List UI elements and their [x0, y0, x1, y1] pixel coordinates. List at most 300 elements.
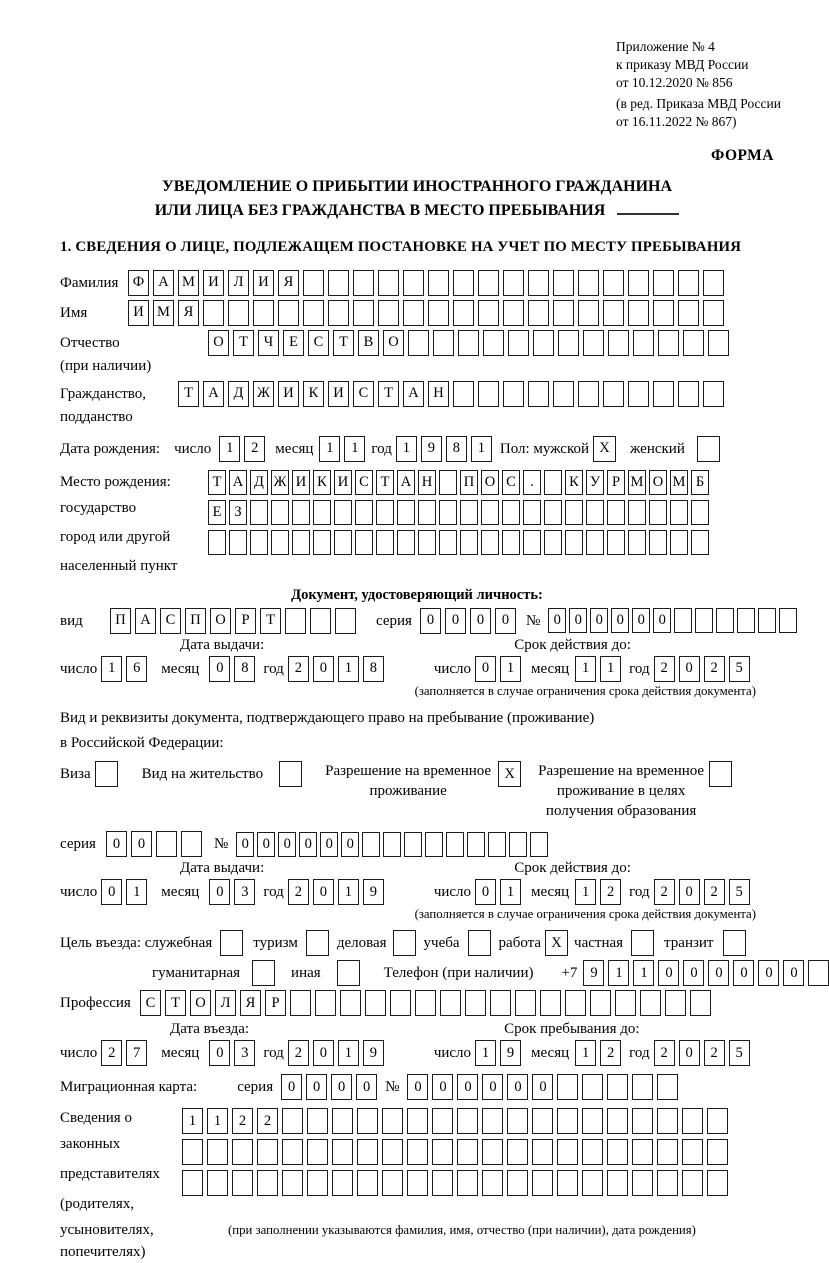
char-cell[interactable]: А [153, 270, 174, 296]
char-cell[interactable] [703, 381, 724, 407]
char-cell[interactable] [503, 300, 524, 326]
private-checkbox[interactable] [631, 930, 654, 956]
char-cell[interactable]: Д [250, 470, 268, 495]
char-cell[interactable]: 2 [704, 1040, 725, 1066]
char-cell[interactable] [707, 1139, 728, 1165]
char-cell[interactable] [458, 330, 479, 356]
char-cell[interactable]: 1 [471, 436, 492, 462]
char-cell[interactable] [691, 530, 709, 555]
char-cell[interactable] [332, 1108, 353, 1134]
char-cell[interactable] [467, 832, 485, 857]
char-cell[interactable]: Е [283, 330, 304, 356]
char-cell[interactable] [557, 1170, 578, 1196]
char-cell[interactable] [457, 1108, 478, 1134]
char-cell[interactable]: Т [376, 470, 394, 495]
char-cell[interactable]: И [328, 381, 349, 407]
char-cell[interactable] [428, 300, 449, 326]
male-checkbox[interactable]: X [593, 436, 616, 462]
char-cell[interactable] [292, 500, 310, 525]
humanitarian-checkbox[interactable] [252, 960, 275, 986]
char-cell[interactable] [257, 1170, 278, 1196]
char-cell[interactable]: 0 [708, 960, 729, 986]
char-cell[interactable]: 2 [704, 656, 725, 682]
char-cell[interactable]: 1 [338, 1040, 359, 1066]
char-cell[interactable] [544, 500, 562, 525]
char-cell[interactable]: 2 [257, 1108, 278, 1134]
char-cell[interactable]: 5 [729, 656, 750, 682]
char-cell[interactable] [586, 530, 604, 555]
char-cell[interactable] [292, 530, 310, 555]
char-cell[interactable]: И [292, 470, 310, 495]
char-cell[interactable]: 3 [234, 879, 255, 905]
char-cell[interactable] [382, 1108, 403, 1134]
char-cell[interactable] [565, 500, 583, 525]
char-cell[interactable]: 1 [633, 960, 654, 986]
char-cell[interactable]: 1 [344, 436, 365, 462]
char-cell[interactable] [628, 270, 649, 296]
char-cell[interactable] [425, 832, 443, 857]
char-cell[interactable] [528, 270, 549, 296]
char-cell[interactable] [528, 381, 549, 407]
char-cell[interactable] [303, 270, 324, 296]
char-cell[interactable]: Р [607, 470, 625, 495]
char-cell[interactable]: 0 [407, 1074, 428, 1100]
char-cell[interactable]: И [128, 300, 149, 326]
char-cell[interactable]: Р [265, 990, 286, 1016]
char-cell[interactable] [532, 1170, 553, 1196]
char-cell[interactable] [540, 990, 561, 1016]
char-cell[interactable] [334, 500, 352, 525]
char-cell[interactable]: 1 [101, 656, 122, 682]
char-cell[interactable] [285, 608, 306, 634]
char-cell[interactable]: О [210, 608, 231, 634]
char-cell[interactable] [557, 1074, 578, 1100]
char-cell[interactable] [483, 330, 504, 356]
char-cell[interactable] [353, 270, 374, 296]
char-cell[interactable] [397, 500, 415, 525]
char-cell[interactable] [482, 1170, 503, 1196]
char-cell[interactable] [523, 530, 541, 555]
char-cell[interactable] [439, 500, 457, 525]
char-cell[interactable] [583, 330, 604, 356]
char-cell[interactable]: 1 [575, 879, 596, 905]
char-cell[interactable] [515, 990, 536, 1016]
char-cell[interactable]: 1 [600, 656, 621, 682]
char-cell[interactable] [578, 381, 599, 407]
char-cell[interactable]: 0 [209, 656, 230, 682]
char-cell[interactable] [415, 990, 436, 1016]
char-cell[interactable] [181, 831, 202, 857]
char-cell[interactable] [332, 1139, 353, 1165]
char-cell[interactable]: 0 [758, 960, 779, 986]
char-cell[interactable]: 0 [299, 832, 317, 857]
char-cell[interactable]: 0 [432, 1074, 453, 1100]
char-cell[interactable]: 0 [470, 608, 491, 634]
char-cell[interactable] [353, 300, 374, 326]
char-cell[interactable] [282, 1170, 303, 1196]
tourism-checkbox[interactable] [306, 930, 329, 956]
char-cell[interactable]: 0 [209, 879, 230, 905]
char-cell[interactable]: 1 [182, 1108, 203, 1134]
char-cell[interactable] [490, 990, 511, 1016]
char-cell[interactable] [253, 300, 274, 326]
char-cell[interactable]: 0 [482, 1074, 503, 1100]
char-cell[interactable]: Т [260, 608, 281, 634]
char-cell[interactable] [565, 990, 586, 1016]
char-cell[interactable] [481, 530, 499, 555]
char-cell[interactable] [653, 300, 674, 326]
char-cell[interactable] [590, 990, 611, 1016]
char-cell[interactable]: 0 [679, 656, 700, 682]
char-cell[interactable]: 0 [495, 608, 516, 634]
char-cell[interactable] [691, 500, 709, 525]
work-checkbox[interactable]: X [545, 930, 568, 956]
char-cell[interactable] [156, 831, 177, 857]
char-cell[interactable] [708, 330, 729, 356]
char-cell[interactable] [182, 1170, 203, 1196]
char-cell[interactable]: 0 [679, 1040, 700, 1066]
char-cell[interactable] [716, 608, 734, 633]
char-cell[interactable] [328, 300, 349, 326]
char-cell[interactable]: 0 [658, 960, 679, 986]
char-cell[interactable]: Я [240, 990, 261, 1016]
char-cell[interactable] [203, 300, 224, 326]
char-cell[interactable]: А [397, 470, 415, 495]
char-cell[interactable]: Л [228, 270, 249, 296]
char-cell[interactable] [507, 1108, 528, 1134]
char-cell[interactable]: Д [228, 381, 249, 407]
char-cell[interactable] [678, 270, 699, 296]
char-cell[interactable] [682, 1139, 703, 1165]
char-cell[interactable] [649, 530, 667, 555]
char-cell[interactable]: 2 [600, 1040, 621, 1066]
char-cell[interactable] [290, 990, 311, 1016]
char-cell[interactable]: 0 [101, 879, 122, 905]
char-cell[interactable] [440, 990, 461, 1016]
char-cell[interactable] [365, 990, 386, 1016]
char-cell[interactable] [307, 1170, 328, 1196]
char-cell[interactable] [582, 1074, 603, 1100]
char-cell[interactable] [657, 1139, 678, 1165]
char-cell[interactable] [488, 832, 506, 857]
char-cell[interactable] [282, 1139, 303, 1165]
char-cell[interactable]: 9 [421, 436, 442, 462]
char-cell[interactable] [582, 1170, 603, 1196]
char-cell[interactable]: 0 [236, 832, 254, 857]
char-cell[interactable]: Н [418, 470, 436, 495]
char-cell[interactable] [378, 270, 399, 296]
char-cell[interactable] [603, 270, 624, 296]
char-cell[interactable] [335, 608, 356, 634]
char-cell[interactable] [557, 1108, 578, 1134]
char-cell[interactable]: 6 [126, 656, 147, 682]
char-cell[interactable]: 8 [363, 656, 384, 682]
char-cell[interactable] [674, 608, 692, 633]
char-cell[interactable] [407, 1108, 428, 1134]
char-cell[interactable]: 9 [363, 879, 384, 905]
female-checkbox[interactable] [697, 436, 720, 462]
char-cell[interactable] [553, 270, 574, 296]
char-cell[interactable] [507, 1170, 528, 1196]
char-cell[interactable] [390, 990, 411, 1016]
char-cell[interactable]: П [460, 470, 478, 495]
char-cell[interactable] [678, 381, 699, 407]
char-cell[interactable]: 2 [654, 656, 675, 682]
char-cell[interactable]: Л [215, 990, 236, 1016]
char-cell[interactable]: З [229, 500, 247, 525]
char-cell[interactable] [558, 330, 579, 356]
char-cell[interactable] [653, 270, 674, 296]
char-cell[interactable] [404, 832, 422, 857]
char-cell[interactable]: 9 [363, 1040, 384, 1066]
char-cell[interactable]: 2 [600, 879, 621, 905]
char-cell[interactable]: 5 [729, 1040, 750, 1066]
char-cell[interactable] [703, 300, 724, 326]
char-cell[interactable] [428, 270, 449, 296]
char-cell[interactable]: И [203, 270, 224, 296]
char-cell[interactable] [334, 530, 352, 555]
char-cell[interactable] [453, 381, 474, 407]
char-cell[interactable]: Т [233, 330, 254, 356]
char-cell[interactable]: 1 [475, 1040, 496, 1066]
char-cell[interactable] [313, 500, 331, 525]
char-cell[interactable] [657, 1108, 678, 1134]
char-cell[interactable] [228, 300, 249, 326]
char-cell[interactable] [632, 1139, 653, 1165]
char-cell[interactable]: 2 [101, 1040, 122, 1066]
other-checkbox[interactable] [337, 960, 360, 986]
char-cell[interactable] [658, 330, 679, 356]
char-cell[interactable] [607, 1139, 628, 1165]
char-cell[interactable] [482, 1108, 503, 1134]
char-cell[interactable]: 0 [106, 831, 127, 857]
char-cell[interactable] [378, 300, 399, 326]
char-cell[interactable] [530, 832, 548, 857]
char-cell[interactable] [478, 270, 499, 296]
char-cell[interactable]: 0 [281, 1074, 302, 1100]
char-cell[interactable]: 0 [632, 608, 650, 633]
char-cell[interactable]: Т [178, 381, 199, 407]
char-cell[interactable]: 0 [445, 608, 466, 634]
char-cell[interactable] [208, 530, 226, 555]
char-cell[interactable] [544, 470, 562, 495]
char-cell[interactable] [582, 1108, 603, 1134]
char-cell[interactable]: М [628, 470, 646, 495]
char-cell[interactable] [432, 1108, 453, 1134]
char-cell[interactable] [544, 530, 562, 555]
char-cell[interactable] [657, 1074, 678, 1100]
char-cell[interactable] [453, 300, 474, 326]
char-cell[interactable] [565, 530, 583, 555]
char-cell[interactable] [703, 270, 724, 296]
char-cell[interactable] [407, 1170, 428, 1196]
char-cell[interactable] [615, 990, 636, 1016]
char-cell[interactable]: Б [691, 470, 709, 495]
char-cell[interactable] [229, 530, 247, 555]
char-cell[interactable] [446, 832, 464, 857]
char-cell[interactable] [608, 330, 629, 356]
char-cell[interactable]: 0 [313, 656, 334, 682]
char-cell[interactable]: 1 [396, 436, 417, 462]
char-cell[interactable]: 0 [683, 960, 704, 986]
char-cell[interactable]: 0 [548, 608, 566, 633]
char-cell[interactable] [683, 330, 704, 356]
char-cell[interactable]: 1 [338, 656, 359, 682]
char-cell[interactable]: И [278, 381, 299, 407]
char-cell[interactable]: А [135, 608, 156, 634]
char-cell[interactable]: Е [208, 500, 226, 525]
char-cell[interactable]: П [185, 608, 206, 634]
char-cell[interactable]: 1 [219, 436, 240, 462]
char-cell[interactable] [509, 832, 527, 857]
char-cell[interactable]: М [153, 300, 174, 326]
char-cell[interactable]: 0 [306, 1074, 327, 1100]
char-cell[interactable] [207, 1170, 228, 1196]
char-cell[interactable]: 0 [679, 879, 700, 905]
char-cell[interactable]: 2 [704, 879, 725, 905]
char-cell[interactable] [332, 1170, 353, 1196]
char-cell[interactable]: 2 [288, 656, 309, 682]
char-cell[interactable] [439, 530, 457, 555]
char-cell[interactable]: 7 [126, 1040, 147, 1066]
char-cell[interactable] [313, 530, 331, 555]
char-cell[interactable]: 5 [729, 879, 750, 905]
char-cell[interactable] [355, 530, 373, 555]
char-cell[interactable]: 1 [319, 436, 340, 462]
char-cell[interactable] [503, 381, 524, 407]
char-cell[interactable] [502, 500, 520, 525]
char-cell[interactable]: 2 [654, 879, 675, 905]
visa-checkbox[interactable] [95, 761, 118, 787]
char-cell[interactable] [653, 381, 674, 407]
char-cell[interactable] [328, 270, 349, 296]
char-cell[interactable] [628, 500, 646, 525]
char-cell[interactable]: О [383, 330, 404, 356]
char-cell[interactable] [578, 270, 599, 296]
char-cell[interactable]: О [190, 990, 211, 1016]
char-cell[interactable] [439, 470, 457, 495]
char-cell[interactable]: 0 [313, 879, 334, 905]
char-cell[interactable] [403, 270, 424, 296]
char-cell[interactable] [433, 330, 454, 356]
char-cell[interactable]: 1 [500, 879, 521, 905]
char-cell[interactable]: 0 [131, 831, 152, 857]
char-cell[interactable]: 1 [338, 879, 359, 905]
char-cell[interactable] [482, 1139, 503, 1165]
char-cell[interactable]: 0 [313, 1040, 334, 1066]
char-cell[interactable]: 0 [320, 832, 338, 857]
char-cell[interactable] [271, 500, 289, 525]
char-cell[interactable] [278, 300, 299, 326]
char-cell[interactable]: 0 [733, 960, 754, 986]
temp-residence-checkbox[interactable]: X [498, 761, 521, 787]
char-cell[interactable]: 1 [500, 656, 521, 682]
char-cell[interactable]: 1 [608, 960, 629, 986]
char-cell[interactable]: О [208, 330, 229, 356]
char-cell[interactable]: С [140, 990, 161, 1016]
char-cell[interactable]: С [355, 470, 373, 495]
char-cell[interactable]: Ч [258, 330, 279, 356]
char-cell[interactable]: 0 [532, 1074, 553, 1100]
char-cell[interactable]: 0 [590, 608, 608, 633]
char-cell[interactable]: 1 [126, 879, 147, 905]
char-cell[interactable] [355, 500, 373, 525]
char-cell[interactable] [628, 530, 646, 555]
char-cell[interactable] [478, 300, 499, 326]
char-cell[interactable] [678, 300, 699, 326]
char-cell[interactable]: С [353, 381, 374, 407]
char-cell[interactable] [502, 530, 520, 555]
char-cell[interactable] [603, 300, 624, 326]
char-cell[interactable] [182, 1139, 203, 1165]
char-cell[interactable] [418, 500, 436, 525]
residence-permit-checkbox[interactable] [279, 761, 302, 787]
char-cell[interactable] [232, 1170, 253, 1196]
char-cell[interactable] [257, 1139, 278, 1165]
char-cell[interactable]: . [523, 470, 541, 495]
char-cell[interactable] [250, 530, 268, 555]
char-cell[interactable]: 1 [575, 656, 596, 682]
char-cell[interactable] [315, 990, 336, 1016]
char-cell[interactable]: С [308, 330, 329, 356]
char-cell[interactable]: 0 [611, 608, 629, 633]
char-cell[interactable] [670, 530, 688, 555]
char-cell[interactable]: 0 [475, 879, 496, 905]
char-cell[interactable]: 0 [475, 656, 496, 682]
char-cell[interactable] [632, 1074, 653, 1100]
char-cell[interactable] [397, 530, 415, 555]
char-cell[interactable] [533, 330, 554, 356]
char-cell[interactable] [690, 990, 711, 1016]
char-cell[interactable] [357, 1139, 378, 1165]
char-cell[interactable]: М [178, 270, 199, 296]
char-cell[interactable] [383, 832, 401, 857]
char-cell[interactable] [649, 500, 667, 525]
char-cell[interactable]: 8 [446, 436, 467, 462]
char-cell[interactable]: И [253, 270, 274, 296]
char-cell[interactable] [407, 1139, 428, 1165]
char-cell[interactable]: У [586, 470, 604, 495]
char-cell[interactable] [307, 1108, 328, 1134]
char-cell[interactable]: О [481, 470, 499, 495]
char-cell[interactable] [808, 960, 829, 986]
char-cell[interactable] [357, 1170, 378, 1196]
char-cell[interactable] [758, 608, 776, 633]
char-cell[interactable] [737, 608, 755, 633]
char-cell[interactable] [523, 500, 541, 525]
char-cell[interactable] [232, 1139, 253, 1165]
char-cell[interactable] [271, 530, 289, 555]
char-cell[interactable] [553, 381, 574, 407]
char-cell[interactable] [307, 1139, 328, 1165]
char-cell[interactable]: 0 [209, 1040, 230, 1066]
char-cell[interactable] [508, 330, 529, 356]
char-cell[interactable]: К [565, 470, 583, 495]
char-cell[interactable] [670, 500, 688, 525]
char-cell[interactable] [607, 500, 625, 525]
char-cell[interactable]: М [670, 470, 688, 495]
char-cell[interactable]: 0 [341, 832, 359, 857]
char-cell[interactable]: 0 [278, 832, 296, 857]
char-cell[interactable] [382, 1170, 403, 1196]
char-cell[interactable]: К [313, 470, 331, 495]
char-cell[interactable] [633, 330, 654, 356]
char-cell[interactable]: 8 [234, 656, 255, 682]
char-cell[interactable]: 2 [288, 879, 309, 905]
char-cell[interactable] [310, 608, 331, 634]
char-cell[interactable]: Ж [253, 381, 274, 407]
char-cell[interactable]: А [229, 470, 247, 495]
